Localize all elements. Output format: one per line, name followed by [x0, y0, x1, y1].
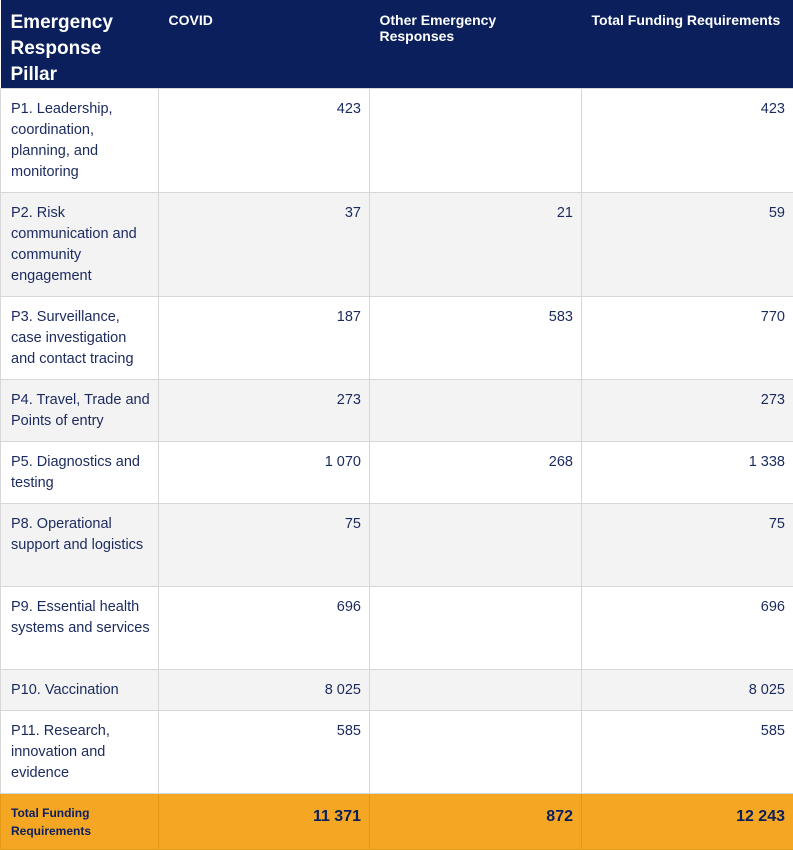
pillar-cell: P11. Research, innovation and evidence	[1, 711, 159, 794]
total-label: Total Funding Requirements	[1, 794, 159, 850]
covid-cell: 187	[159, 297, 370, 380]
total-cell: 1 338	[582, 442, 793, 504]
pillar-cell: P5. Diagnostics and testing	[1, 442, 159, 504]
covid-cell: 75	[159, 504, 370, 587]
other-cell: 583	[370, 297, 582, 380]
other-cell: 21	[370, 193, 582, 297]
other-cell	[370, 504, 582, 587]
header-row	[1, 0, 793, 89]
table-row	[1, 711, 793, 794]
header-covid: COVID	[159, 0, 370, 89]
covid-cell: 273	[159, 380, 370, 442]
other-cell: 268	[370, 442, 582, 504]
total-cell: 75	[582, 504, 793, 587]
table-row	[1, 587, 793, 670]
table-row	[1, 297, 793, 380]
covid-cell: 585	[159, 711, 370, 794]
total-other: 872	[370, 794, 582, 850]
covid-cell: 696	[159, 587, 370, 670]
total-cell: 8 025	[582, 670, 793, 711]
total-cell: 585	[582, 711, 793, 794]
total-cell: 59	[582, 193, 793, 297]
pillar-cell: P8. Operational support and logistics	[1, 504, 159, 587]
other-cell	[370, 380, 582, 442]
header-pillar: Emergency Response Pillar	[1, 0, 159, 89]
header-total-funding: Total Funding Requirements	[582, 0, 793, 89]
table-row	[1, 670, 793, 711]
total-cell: 770	[582, 297, 793, 380]
grand-total: 12 243	[582, 794, 793, 850]
total-covid: 11 371	[159, 794, 370, 850]
other-cell	[370, 89, 582, 193]
pillar-cell: P2. Risk communication and community engagement	[1, 193, 159, 297]
total-cell: 423	[582, 89, 793, 193]
covid-cell: 8 025	[159, 670, 370, 711]
table-row	[1, 504, 793, 587]
pillar-cell: P3. Surveillance, case investigation and contact tracing	[1, 297, 159, 380]
other-cell	[370, 670, 582, 711]
total-row	[1, 794, 793, 850]
table-row	[1, 89, 793, 193]
covid-cell: 1 070	[159, 442, 370, 504]
pillar-cell: P4. Travel, Trade and Points of entry	[1, 380, 159, 442]
pillar-cell: P10. Vaccination	[1, 670, 159, 711]
table-row	[1, 442, 793, 504]
table-row	[1, 193, 793, 297]
table-row	[1, 380, 793, 442]
pillar-cell: P9. Essential health systems and services	[1, 587, 159, 670]
other-cell	[370, 711, 582, 794]
covid-cell: 37	[159, 193, 370, 297]
other-cell	[370, 587, 582, 670]
covid-cell: 423	[159, 89, 370, 193]
total-cell: 273	[582, 380, 793, 442]
header-other-emergency: Other Emergency Responses	[370, 0, 582, 89]
total-cell: 696	[582, 587, 793, 670]
pillar-cell: P1. Leadership, coordination, planning, and monitoring	[1, 89, 159, 193]
